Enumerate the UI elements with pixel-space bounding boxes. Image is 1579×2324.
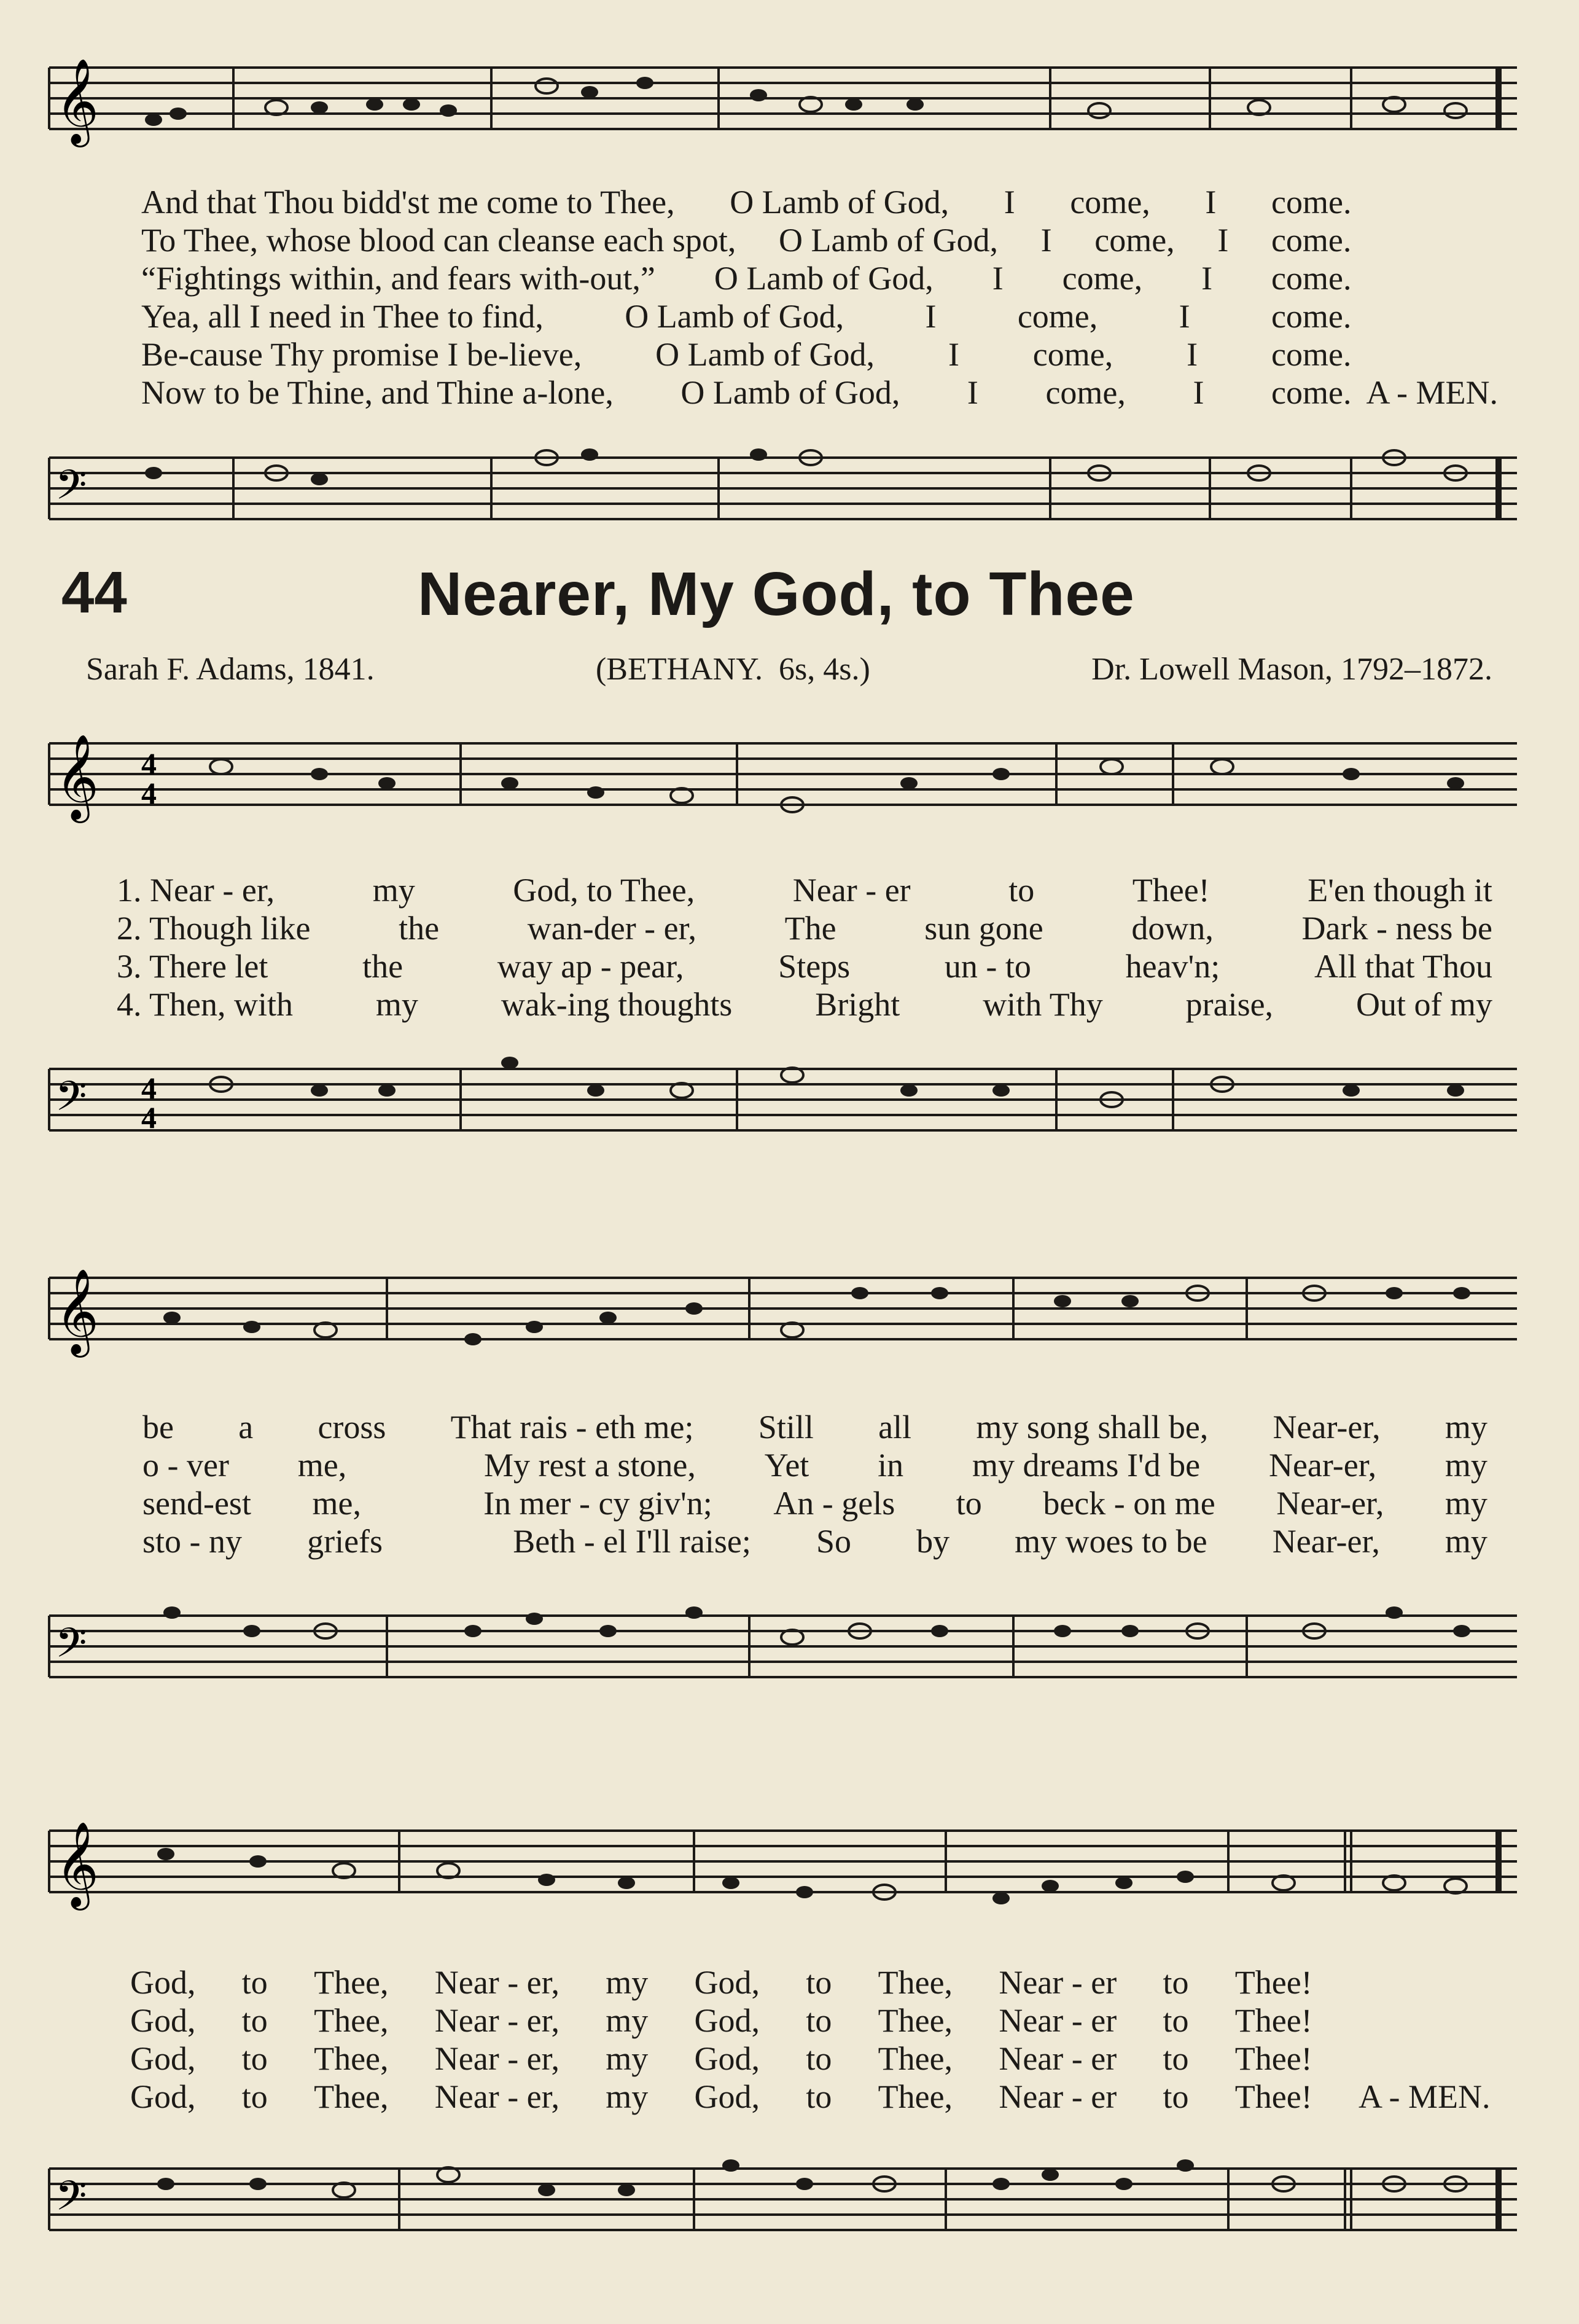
treble-staff-previous (43, 49, 1523, 154)
tune-meter (596, 651, 870, 687)
system-3-verse-1: God, to Thee, Near - er, my God, to Thee, Near - er to Thee! (130, 1964, 1312, 2001)
system-3-verse-3: God, to Thee, Near - er, my God, to Thee, Near - er to Thee! (130, 2040, 1312, 2077)
system-2-verse-2: o - ver me, My rest a stone, Yet in my dreams I'd be Near-er, my (142, 1447, 1487, 1484)
previous-verse-3: “Fightings within, and fears with-out,” O Lamb of God, I come, I come. (141, 260, 1352, 297)
svg-text:𝄞: 𝄞 (55, 1821, 99, 1907)
system-1-verse-4: 4. Then, with my wak-ing thoughts Bright with Thy praise, Out of my (117, 986, 1492, 1023)
system-3-verse-2: God, to Thee, Near - er, my God, to Thee, Near - er to Thee! (130, 2002, 1312, 2039)
hymn-title: Nearer, My God, to Thee (418, 560, 1135, 628)
treble-staff-system-3 (43, 1806, 1523, 1947)
svg-text:𝄞: 𝄞 (55, 734, 99, 820)
svg-text:𝄢: 𝄢 (55, 461, 87, 518)
tune-name: (BETHANY. (595, 652, 763, 687)
svg-text:𝄞: 𝄞 (55, 58, 99, 144)
previous-verse-5: Be-cause Thy promise I be-lieve, O Lamb of God, I come, I come. (141, 336, 1352, 373)
bass-staff-system-3 (43, 2138, 1523, 2285)
system-1-lyrics (117, 871, 1492, 1023)
svg-text:𝄞: 𝄞 (55, 1269, 99, 1354)
bass-staff-system-2 (43, 1585, 1523, 1726)
svg-text:𝄢: 𝄢 (55, 1619, 87, 1676)
system-3-lyrics (130, 1963, 1500, 2116)
previous-hymn-lyrics (141, 183, 1498, 412)
previous-verse-1: And that Thou bidd'st me come to Thee, O Lamb of God, I come, I come. (141, 184, 1352, 221)
treble-staff-system-2 (43, 1253, 1523, 1395)
system-1-verse-1: 1. Near - er, my God, to Thee, Near - er to Thee! E'en though it (117, 872, 1492, 909)
system-1-verse-2: 2. Though like the wan-der - er, The sun gone down, Dark - ness be (117, 910, 1492, 947)
previous-verse-2: To Thee, whose blood can cleanse each spot, O Lamb of God, I come, I come. (141, 222, 1352, 259)
svg-text:4: 4 (141, 1071, 157, 1105)
meter: 6s, 4s.) (779, 652, 870, 687)
bass-staff-system-1 (43, 1032, 1523, 1180)
system-2-verse-1: be a cross That rais - eth me; Still all my song shall be, Near-er, my (142, 1409, 1487, 1446)
svg-text:4: 4 (141, 1100, 157, 1135)
hymn-credits (86, 651, 1492, 687)
system-2-verse-3: send-est me, In mer - cy giv'n; An - gels to beck - on me Near-er, my (142, 1485, 1487, 1522)
hymn-number: 44 (61, 560, 127, 625)
svg-text:4: 4 (141, 746, 157, 781)
system-3-verse-4: God, to Thee, Near - er, my God, to Thee, Near - er to Thee! A - MEN. (130, 2078, 1491, 2115)
svg-text:𝄢: 𝄢 (55, 2172, 87, 2229)
system-2-lyrics (142, 1408, 1487, 1560)
bass-staff-previous (43, 424, 1523, 547)
svg-text:𝄢: 𝄢 (55, 1073, 87, 1130)
system-1-verse-3: 3. There let the way ap - pear, Steps un - to heav'n; All that Thou (117, 948, 1492, 985)
system-2-verse-4: sto - ny griefs Beth - el I'll raise; So by my woes to be Near-er, my (142, 1523, 1487, 1560)
lyricist: Sarah F. Adams, 1841. (86, 652, 375, 687)
svg-text:4: 4 (141, 776, 157, 810)
previous-verse-4: Yea, all I need in Thee to find, O Lamb of God, I come, I come. (141, 298, 1352, 335)
hymn-heading (61, 553, 1492, 627)
composer: Dr. Lowell Mason, 1792–1872. (1091, 652, 1492, 687)
previous-verse-6: Now to be Thine, and Thine a-lone, O Lamb of God, I come, I come. A - MEN. (141, 374, 1498, 411)
treble-staff-system-1 (43, 719, 1523, 860)
